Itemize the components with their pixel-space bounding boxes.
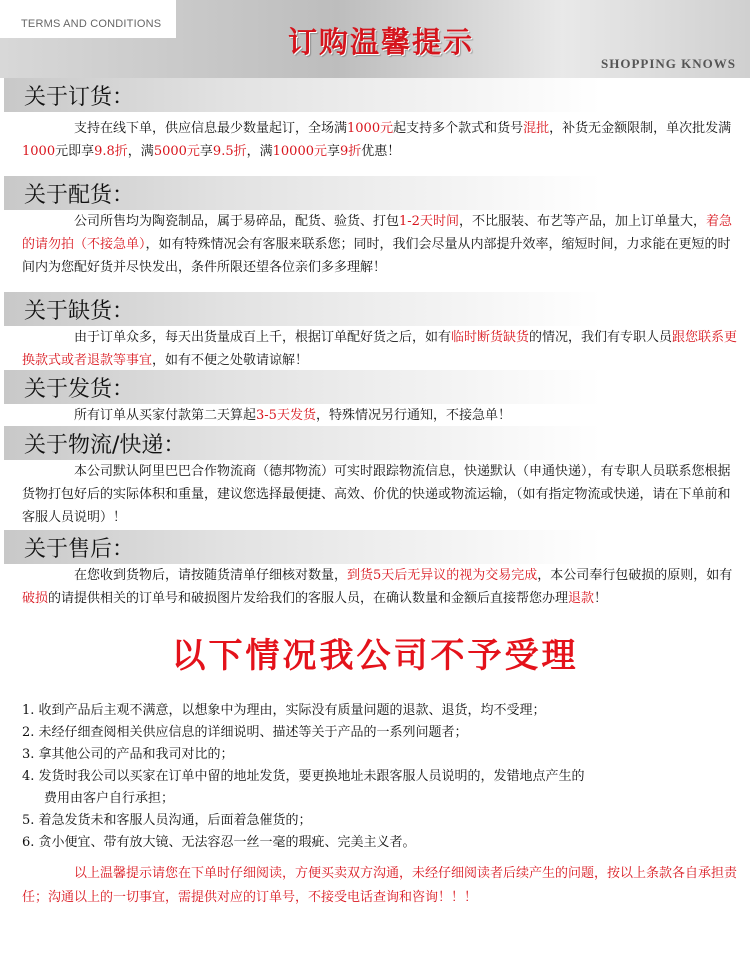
section-packing bbox=[0, 176, 750, 279]
rule-item: 2. 未经仔细查阅相关供应信息的详细说明、描述等关于产品的一系列问题者； bbox=[22, 725, 468, 740]
section-body bbox=[0, 210, 750, 279]
body-text: ，本公司奉行包破损的原则，如有 bbox=[537, 568, 733, 583]
highlight-text: 9.5折 bbox=[212, 144, 247, 159]
section-after-sales bbox=[0, 530, 750, 610]
rule-item: 6. 贪小便宜、带有放大镜、无法容忍一丝一毫的瑕疵、完美主义者。 bbox=[22, 835, 416, 850]
highlight-text: 5000元 bbox=[153, 144, 200, 159]
body-text: 在您收到货物后，请按随货清单仔细核对数量， bbox=[74, 568, 348, 583]
body-text: 由于订单众多，每天出货量成百上千，根据订单配好货之后，如有 bbox=[74, 330, 452, 345]
rules-list bbox=[22, 700, 742, 854]
body-text: 享 bbox=[326, 144, 340, 159]
section-heading-bar bbox=[0, 530, 750, 564]
section-heading-bar bbox=[0, 176, 750, 210]
section-heading-bar bbox=[0, 292, 750, 326]
footer-notice bbox=[22, 862, 742, 910]
body-text: 优惠！ bbox=[361, 144, 401, 159]
highlight-text: 3-5天发货 bbox=[256, 408, 316, 423]
section-heading-bar bbox=[0, 78, 750, 112]
section-heading: 关于订货： bbox=[24, 85, 135, 110]
rule-item: 4. 发货时我公司以买家在订单中留的地址发货，要更换地址未跟客服人员说明的，发错地点产生的 bbox=[22, 769, 585, 784]
section-body bbox=[0, 564, 750, 610]
section-body bbox=[0, 460, 750, 529]
section-heading: 关于配货： bbox=[24, 183, 135, 208]
page-title: 订购温馨提示 bbox=[287, 25, 474, 59]
highlight-text: 破损 bbox=[22, 591, 49, 606]
body-text: 支持在线下单，供应信息最少数量起订，全场满 bbox=[74, 121, 348, 136]
section-heading: 关于发货： bbox=[24, 377, 135, 402]
terms-label-box bbox=[0, 0, 176, 38]
section-body bbox=[0, 404, 750, 427]
section-out-of-stock bbox=[0, 292, 750, 372]
body-text: ，补货无金额限制，单次批发满 bbox=[549, 121, 732, 136]
body-text: ，满 bbox=[127, 144, 154, 159]
body-text: ，不比服装、布艺等产品，加上订单量大， bbox=[458, 214, 706, 229]
highlight-text: 1-2天时间 bbox=[399, 214, 459, 229]
body-text: 公司所售均为陶瓷制品，属于易碎品，配货、验货、打包 bbox=[74, 214, 400, 229]
highlight-text: 混批 bbox=[523, 121, 550, 136]
body-text: ，特殊情况另行通知，不接急单！ bbox=[315, 408, 511, 423]
header-banner bbox=[0, 0, 750, 78]
highlight-text: 退款 bbox=[568, 591, 595, 606]
section-logistics bbox=[0, 426, 750, 529]
rule-item: 3. 拿其他公司的产品和我司对比的； bbox=[22, 747, 234, 762]
body-text: 起支持多个款式和货号 bbox=[393, 121, 524, 136]
highlight-text: 到货5天后无异议的视为交易完成 bbox=[347, 568, 538, 583]
highlight-text: 跟您联系更换款式或者退款等事宜 bbox=[22, 330, 738, 368]
body-text: ，满 bbox=[246, 144, 273, 159]
rule-item: 1. 收到产品后主观不满意，以想象中为理由，实际没有质量问题的退款、退货，均不受理； bbox=[22, 703, 546, 718]
section-heading-bar bbox=[0, 426, 750, 460]
rule-item: 5. 着急发货未和客服人员沟通，后面着急催货的； bbox=[22, 813, 312, 828]
body-text: 的情况，我们有专职人员 bbox=[529, 330, 673, 345]
highlight-text: 1000元 bbox=[347, 121, 394, 136]
highlight-text: 10000元 bbox=[272, 144, 327, 159]
body-text: 本公司默认阿里巴巴合作物流商（德邦物流）可实时跟踪物流信息，快递默认（申通快递），有专职人员联系您根据货物打包好后的实际体积和重量，建议您选择最便捷、高效、价优的快递或物流运输，（如有指定物流或快递，请在下单前和客服人员说明）！ bbox=[22, 464, 731, 525]
section-body bbox=[0, 326, 750, 372]
section-shipping bbox=[0, 370, 750, 427]
section-heading: 关于物流/快递： bbox=[24, 433, 186, 458]
footer-text: 以上温馨提示请您在下单时仔细阅读，方便买卖双方沟通，未经仔细阅读者后续产生的问题，按以上条款各自承担责任；沟通以上的一切事宜，需提供对应的订单号，不接受电话查询和咨询！！！ bbox=[22, 866, 738, 905]
rule-item-continuation: 费用由客户自行承担； bbox=[44, 791, 175, 806]
terms-label: TERMS AND CONDITIONS bbox=[21, 18, 162, 30]
section-heading-bar bbox=[0, 370, 750, 404]
highlight-text: 临时断货缺货 bbox=[451, 330, 530, 345]
body-text: 的请提供相关的订单号和破损图片发给我们的客服人员，在确认数量和金额后直接帮您办理 bbox=[48, 591, 569, 606]
highlight-text: 1000 bbox=[22, 144, 56, 159]
body-text: 所有订单从买家付款第二天算起 bbox=[74, 408, 257, 423]
notice-title: 以下情况我公司不予受理 bbox=[171, 636, 579, 676]
body-text: ！ bbox=[594, 591, 608, 606]
highlight-text: 着急的请勿拍（不接急单） bbox=[22, 214, 732, 252]
body-text: 享 bbox=[199, 144, 213, 159]
page-subtitle: SHOPPING KNOWS bbox=[601, 56, 736, 71]
highlight-text: 9.8折 bbox=[94, 144, 128, 159]
section-ordering bbox=[0, 78, 750, 163]
body-text: 元即享 bbox=[55, 144, 95, 159]
highlight-text: 9折 bbox=[340, 144, 362, 159]
body-text: ，如有特殊情况会有客服来联系您；同时，我们会尽量从内部提升效率，缩短时间，力求能在更短的时间内为您配好货并尽快发出，条件所限还望各位亲们多多理解！ bbox=[22, 237, 731, 275]
section-heading: 关于售后： bbox=[24, 537, 135, 562]
body-text: ，如有不便之处敬请谅解！ bbox=[152, 353, 309, 368]
section-heading: 关于缺货： bbox=[24, 299, 135, 324]
section-body bbox=[0, 112, 750, 163]
